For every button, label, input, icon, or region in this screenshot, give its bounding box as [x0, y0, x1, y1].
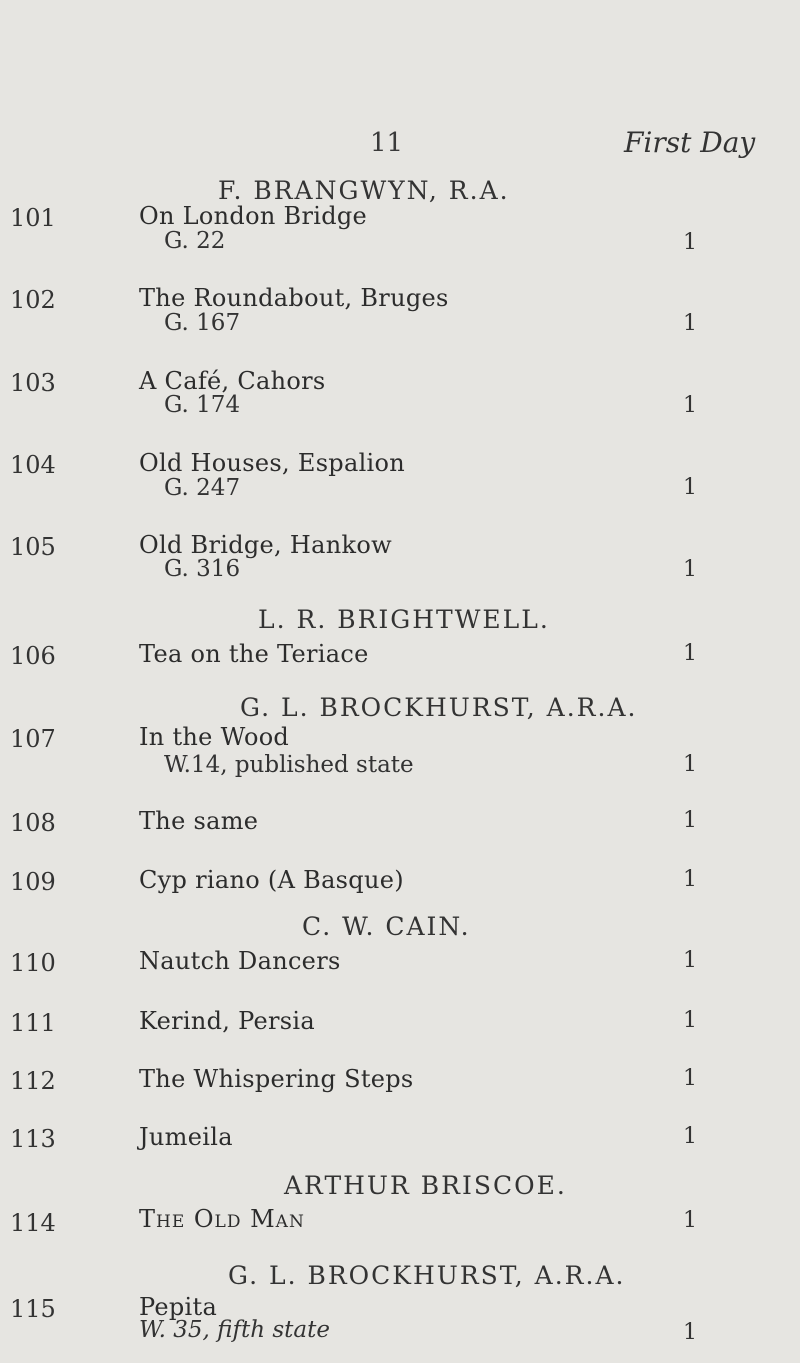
lot-number: 115 [10, 1295, 56, 1323]
lot-quantity: 1 [683, 1124, 697, 1149]
lot-number: 102 [10, 286, 56, 314]
lot-detail: G. 316 [164, 556, 241, 582]
lot-title: Pepita [139, 1293, 218, 1321]
lot-quantity: 1 [683, 948, 697, 973]
lot-quantity: 1 [683, 230, 697, 255]
artist-heading: G. L. BROCKHURST, A.R.A. [228, 1261, 626, 1290]
day-heading: First Day [624, 126, 756, 159]
lot-number: 112 [10, 1067, 56, 1095]
lot-number: 106 [10, 642, 56, 670]
lot-title: On London Bridge [139, 202, 368, 230]
lot-title: Kerind, Persia [139, 1007, 315, 1035]
artist-heading: F. BRANGWYN, R.A. [218, 176, 510, 205]
lot-title: The Whispering Steps [139, 1065, 414, 1093]
lot-number: 109 [10, 868, 56, 896]
lot-quantity: 1 [683, 1320, 697, 1345]
lot-quantity: 1 [683, 808, 697, 833]
lot-detail: W.14, published state [164, 752, 414, 778]
lot-quantity: 1 [683, 311, 697, 336]
lot-title: Tea on the Teriace [139, 640, 369, 668]
lot-detail: G. 167 [164, 310, 241, 336]
lot-title: Cyp riano (A Basque) [139, 866, 404, 894]
lot-number: 103 [10, 369, 56, 397]
lot-number: 113 [10, 1125, 56, 1153]
lot-detail-text: W. 35, fifth state [139, 1317, 330, 1343]
lot-number: 107 [10, 725, 56, 753]
lot-quantity: 1 [683, 475, 697, 500]
artist-heading: C. W. CAIN. [302, 912, 471, 941]
lot-quantity: 1 [683, 557, 697, 582]
lot-quantity: 1 [683, 393, 697, 418]
lot-title: Jumeila [139, 1123, 233, 1151]
lot-number: 110 [10, 949, 56, 977]
lot-quantity: 1 [683, 752, 697, 777]
lot-quantity: 1 [683, 1066, 697, 1091]
artist-heading: ARTHUR BRISCOE. [284, 1171, 567, 1200]
lot-detail: G. 174 [164, 392, 241, 418]
lot-title: The Old Man [139, 1205, 305, 1233]
lot-quantity: 1 [683, 867, 697, 892]
lot-number: 108 [10, 809, 56, 837]
lot-number: 105 [10, 533, 56, 561]
lot-number: 114 [10, 1209, 56, 1237]
lot-title: Old Bridge, Hankow [139, 531, 392, 559]
lot-number: 101 [10, 204, 56, 232]
page-number: 11 [370, 128, 404, 158]
lot-quantity: 1 [683, 641, 697, 666]
lot-title: Old Houses, Espalion [139, 449, 406, 477]
lot-quantity: 1 [683, 1008, 697, 1033]
lot-number: 104 [10, 451, 56, 479]
lot-title: Nautch Dancers [139, 947, 341, 975]
artist-heading: L. R. BRIGHTWELL. [258, 605, 550, 634]
lot-title: The same [139, 807, 259, 835]
lot-quantity: 1 [683, 1208, 697, 1233]
lot-title: The Roundabout, Bruges [139, 284, 449, 312]
artist-heading: G. L. BROCKHURST, A.R.A. [240, 693, 638, 722]
lot-detail: G. 247 [164, 475, 241, 501]
lot-title: A Café, Cahors [139, 367, 326, 395]
lot-title: In the Wood [139, 723, 290, 751]
lot-detail: G. 22 [164, 228, 226, 254]
lot-detail [139, 1317, 330, 1343]
lot-number: 111 [10, 1009, 56, 1037]
